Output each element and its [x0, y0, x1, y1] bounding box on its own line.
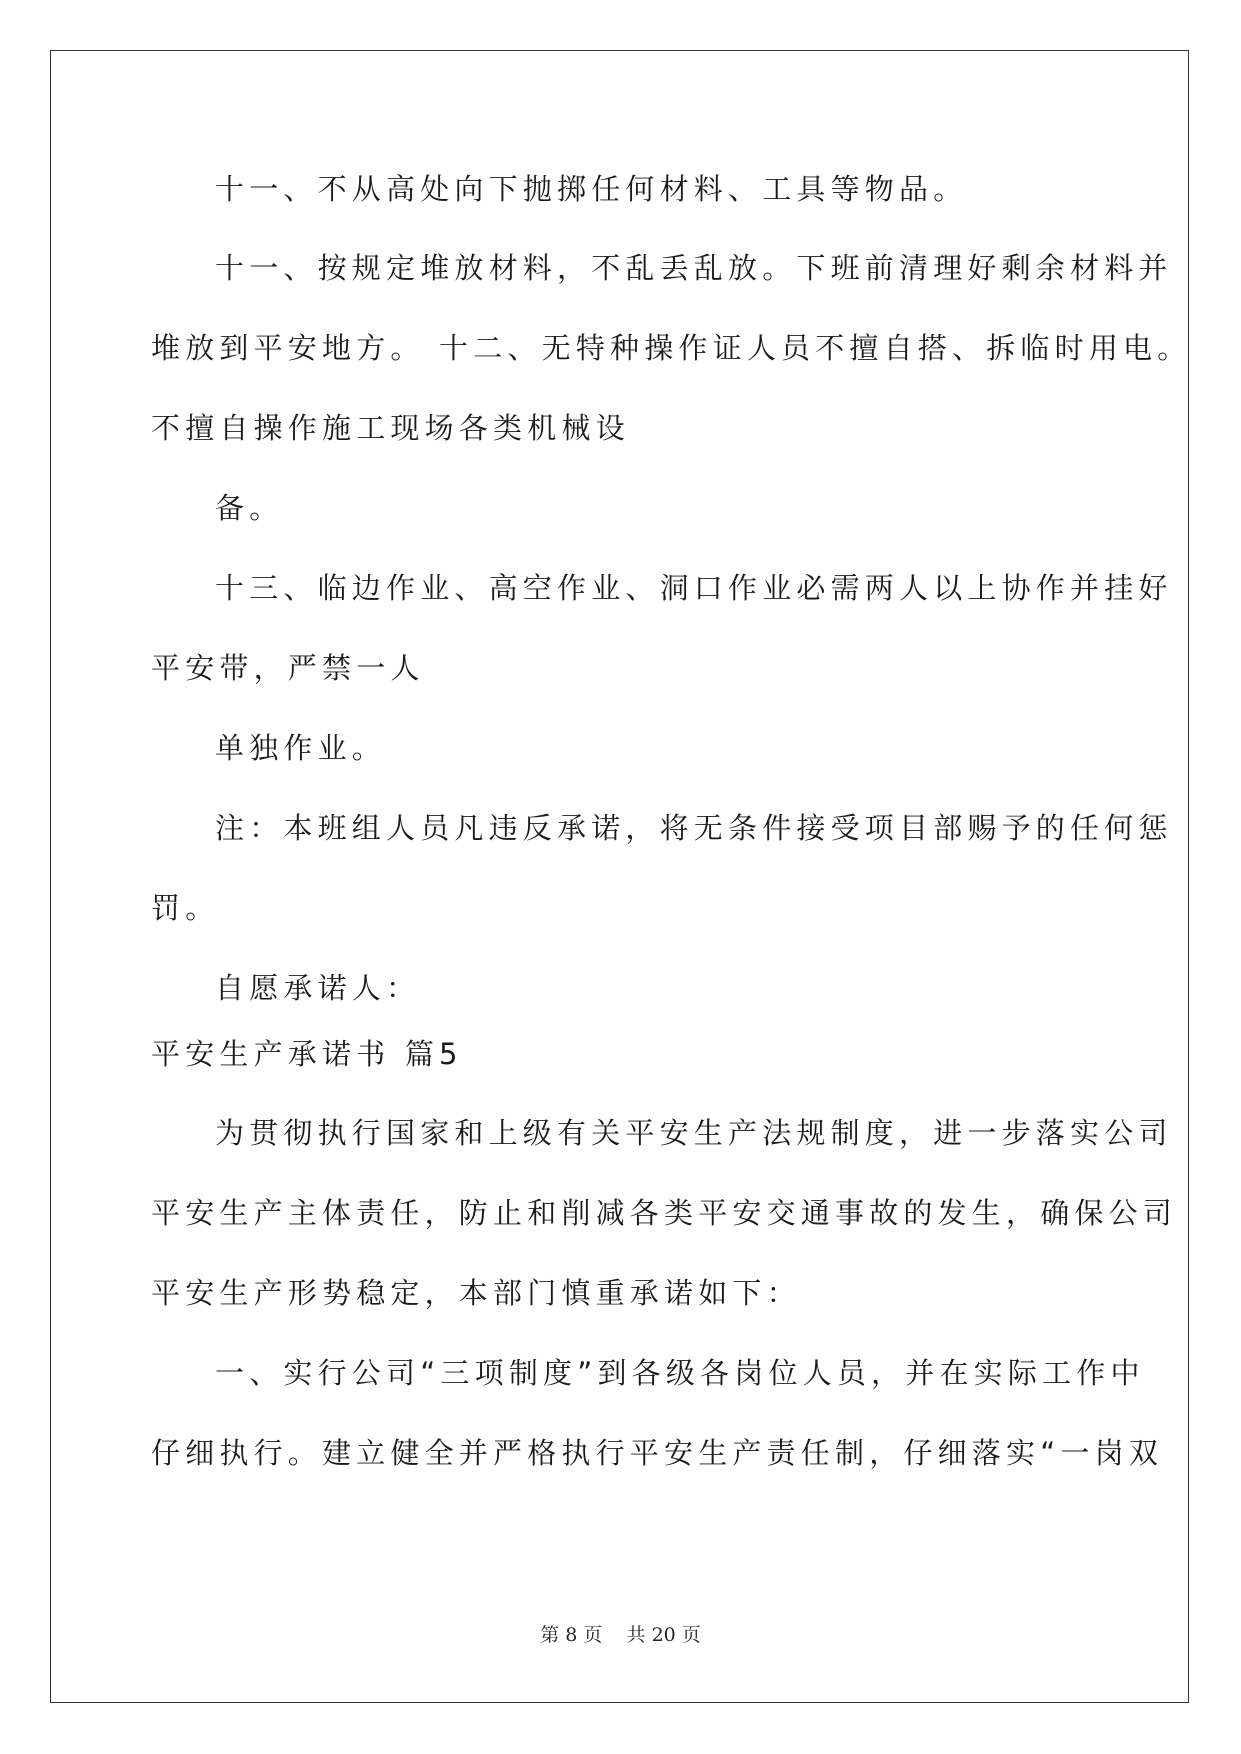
text-line: 单独作业。 — [215, 731, 387, 765]
text-line: 罚。 — [151, 891, 220, 925]
text-line: 平安生产形势稳定，本部门慎重承诺如下： — [151, 1276, 801, 1310]
text-line: 十一、按规定堆放材料，不乱丢乱放。下班前清理好剩余材料并 — [215, 251, 1173, 285]
text-line: 仔细执行。建立健全并严格执行平安生产责任制，仔细落实“一岗双 — [151, 1436, 1164, 1470]
text-line: 注：本班组人员凡违反承诺，将无条件接受项目部赐予的任何惩 — [215, 811, 1173, 845]
text-line: 堆放到平安地方。 十二、无特种操作证人员不擅自搭、拆临时用电。 — [151, 331, 1192, 365]
page-number: 第 8 页 共 20 页 — [540, 1624, 701, 1646]
text-line: 备。 — [215, 491, 284, 525]
text-line: 十一、不从高处向下抛掷任何材料、工具等物品。 — [215, 172, 968, 206]
text-line: 平安带，严禁一人 — [151, 651, 425, 685]
text-line: 十三、临边作业、高空作业、洞口作业必需两人以上协作并挂好 — [215, 571, 1173, 605]
text-line: 一、实行公司“三项制度”到各级各岗位人员，并在实际工作中 — [215, 1356, 1145, 1390]
section-heading: 平安生产承诺书 篇5 — [151, 1037, 463, 1071]
text-line: 为贯彻执行国家和上级有关平安生产法规制度，进一步落实公司 — [215, 1116, 1173, 1150]
text-line: 不擅自操作施工现场各类机械设 — [151, 411, 630, 445]
text-line: 自愿承诺人： — [215, 971, 421, 1005]
text-line: 平安生产主体责任，防止和削减各类平安交通事故的发生，确保公司 — [151, 1196, 1178, 1230]
